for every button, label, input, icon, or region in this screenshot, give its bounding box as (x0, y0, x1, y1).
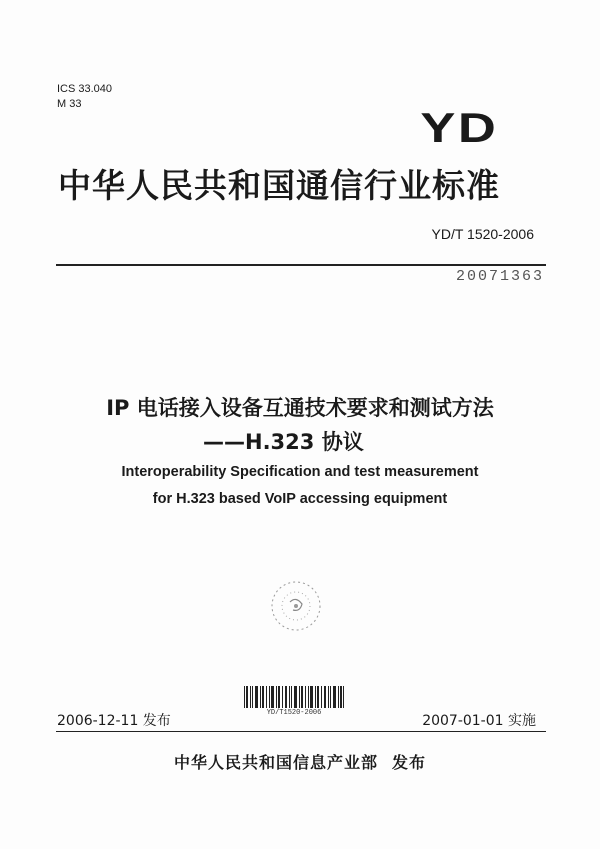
barcode-icon (242, 686, 346, 708)
barcode-text: YD/T1520-2006 (266, 709, 322, 717)
publisher-action: 发布 (392, 753, 427, 772)
title-english-line1: Interoperability Specification and test measurement (121, 464, 479, 480)
footer-divider (56, 731, 546, 732)
seal-stamp-icon (266, 576, 326, 636)
title-chinese-line1: IP 电话接入设备互通技术要求和测试方法 (106, 396, 494, 420)
implementation-date: 2007-01-01 实施 (422, 713, 536, 729)
registration-number-stamp: 20071363 (455, 268, 544, 285)
ics-code: ICS 33.040 (57, 83, 113, 95)
title-english-line2: for H.323 based VoIP accessing equipment (152, 491, 448, 507)
yd-logo: YD (420, 104, 498, 151)
standard-number: YD/T 1520-2006 (431, 226, 534, 242)
ccs-code: M 33 (57, 98, 82, 110)
issue-date: 2006-12-11 发布 (57, 713, 171, 729)
organization-title: 中华人民共和国通信行业标准 (58, 166, 500, 205)
publisher-name: 中华人民共和国信息产业部 (173, 753, 378, 772)
header-divider (56, 264, 546, 266)
publisher (0, 750, 600, 773)
classification-codes (57, 82, 112, 112)
title-chinese-line2: ——H.323 协议 (203, 430, 364, 454)
